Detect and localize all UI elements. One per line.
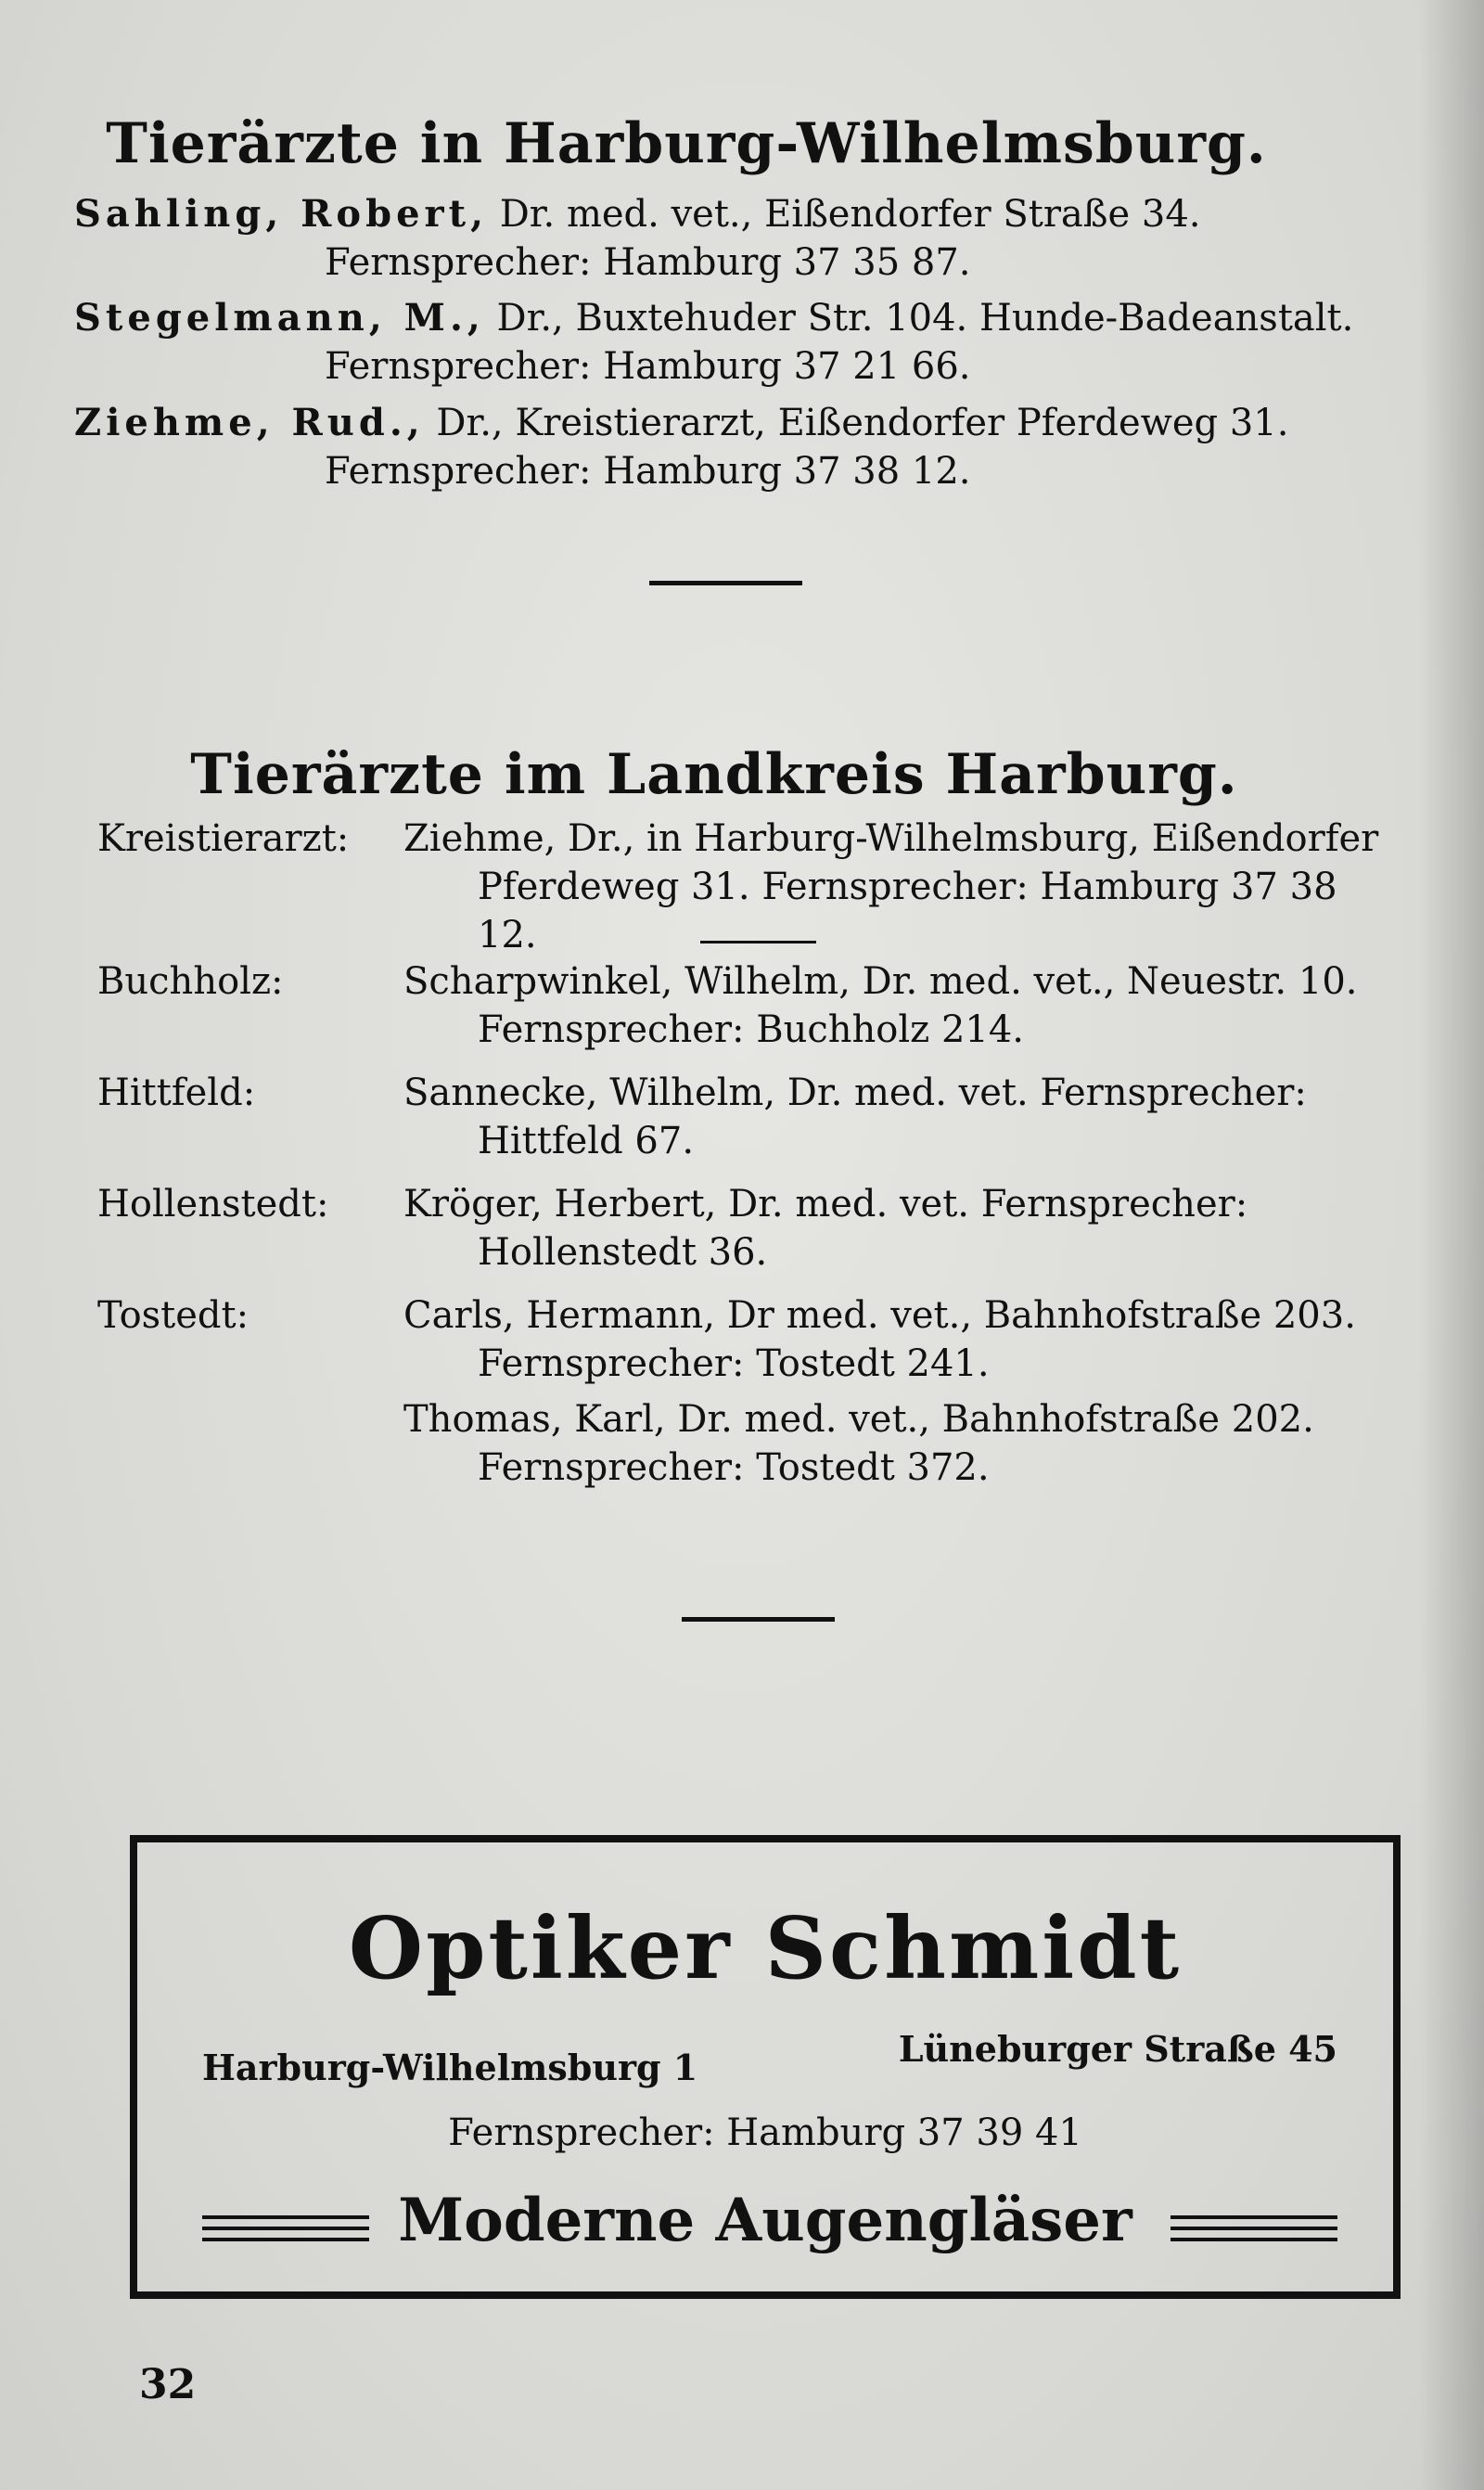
row-line1: Thomas, Karl, Dr. med. vet., Bahnhofstraße 202. xyxy=(403,1398,1314,1441)
ad-phone: Fernsprecher: Hamburg 37 39 41 xyxy=(448,2111,1082,2154)
ad-city: Harburg-Wilhelmsburg 1 xyxy=(202,2047,698,2088)
divider-rule-small xyxy=(700,941,816,943)
row-label: Hollenstedt: xyxy=(97,1183,329,1226)
entry-details: Dr., Kreistierarzt, Eißendorfer Pferdeweg 31. xyxy=(436,402,1289,444)
row-label: Hittfeld: xyxy=(97,1072,256,1114)
ad-slogan: Moderne Augengläser xyxy=(398,2186,1132,2255)
entry-phone: Fernsprecher: Hamburg 37 38 12. xyxy=(325,450,971,493)
row-label: Tostedt: xyxy=(97,1294,249,1337)
row-label: Kreistierarzt: xyxy=(97,817,350,860)
row-line1: Kröger, Herbert, Dr. med. vet. Fernsprecher: xyxy=(403,1183,1248,1226)
row-line2: Fernsprecher: Tostedt 372. xyxy=(478,1446,990,1489)
advertisement-box xyxy=(130,1835,1401,2299)
section-title-harburg-wilhelmsburg: Tierärzte in Harburg-Wilhelmsburg. xyxy=(106,111,1267,176)
row-line2: Fernsprecher: Buchholz 214. xyxy=(478,1008,1025,1051)
row-line1: Ziehme, Dr., in Harburg-Wilhelmsburg, Eißendorfer xyxy=(403,817,1379,860)
divider-rule xyxy=(649,581,802,585)
entry-stegelmann xyxy=(74,294,1353,391)
row-line2: Pferdeweg 31. Fernsprecher: Hamburg 37 38 12. xyxy=(478,866,1337,956)
ad-title: Optiker Schmidt xyxy=(348,1898,1183,1998)
entry-details: Dr., Buxtehuder Str. 104. Hunde-Badeanstalt. xyxy=(496,297,1354,340)
entry-phone: Fernsprecher: Hamburg 37 35 87. xyxy=(325,241,971,284)
entry-name: Sahling, Robert, xyxy=(74,192,488,236)
row-line1: Carls, Hermann, Dr med. vet., Bahnhofstraße 203. xyxy=(403,1294,1356,1337)
entry-sahling xyxy=(74,190,1201,287)
row-label: Buchholz: xyxy=(97,960,284,1003)
row-line1: Sannecke, Wilhelm, Dr. med. vet. Fernsprecher: xyxy=(403,1072,1307,1114)
ad-street: Lüneburger Straße 45 xyxy=(898,2028,1337,2070)
entry-ziehme xyxy=(74,399,1288,495)
row-line2: Hollenstedt 36. xyxy=(478,1231,768,1274)
entry-details: Dr. med. vet., Eißendorfer Straße 34. xyxy=(499,193,1201,236)
page-number: 32 xyxy=(139,2361,197,2408)
divider-rule xyxy=(682,1617,835,1622)
entry-name: Stegelmann, M., xyxy=(74,296,485,340)
page-edge-shadow xyxy=(1419,0,1484,2490)
row-line2: Hittfeld 67. xyxy=(478,1120,695,1162)
row-line1: Scharpwinkel, Wilhelm, Dr. med. vet., Neuestr. 10. xyxy=(403,960,1358,1003)
row-line2: Fernsprecher: Tostedt 241. xyxy=(478,1342,990,1385)
entry-name: Ziehme, Rud., xyxy=(74,401,425,444)
section-title-landkreis-harburg: Tierärzte im Landkreis Harburg. xyxy=(190,742,1238,807)
entry-phone: Fernsprecher: Hamburg 37 21 66. xyxy=(325,345,971,388)
ad-ornament-right xyxy=(1171,2215,1337,2241)
